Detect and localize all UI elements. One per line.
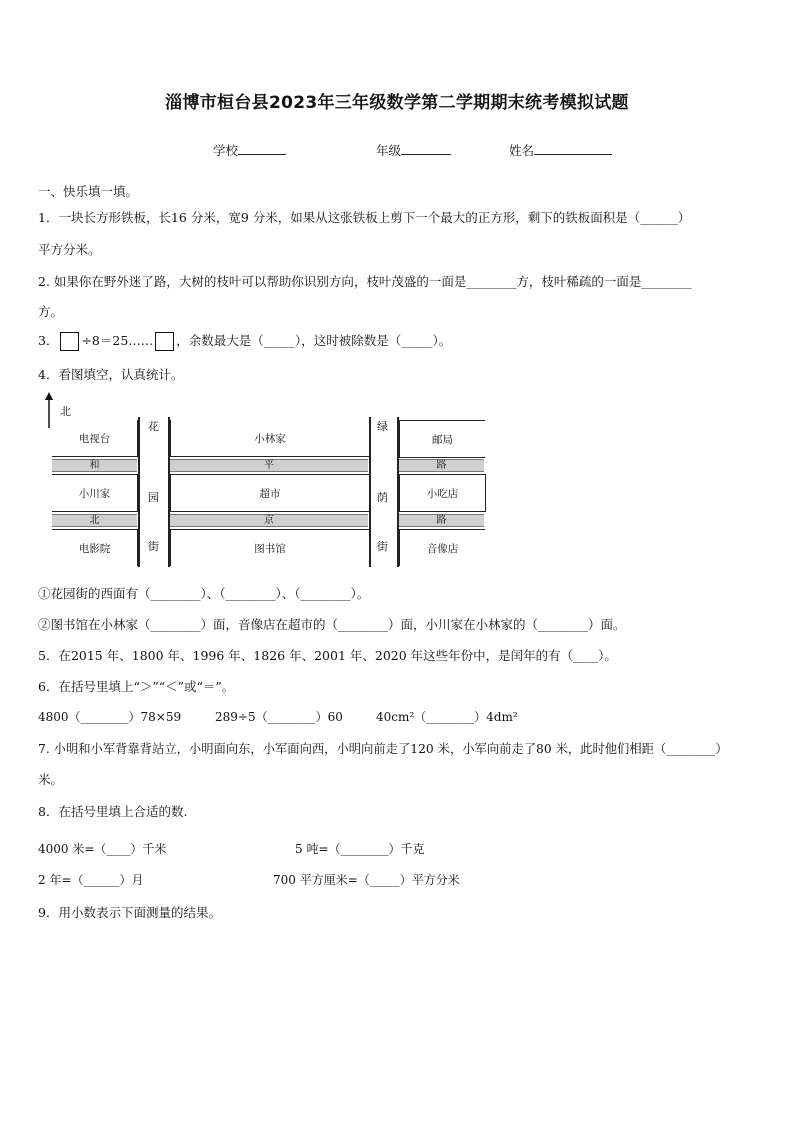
question-7-line-1: 7. 小明和小军背靠背站立，小明面向东，小军面向西，小明向前走了120 米，小军向前走了80 米，此时他们相距（________） bbox=[38, 742, 728, 756]
block-xiaochuanjia: 小川家 bbox=[52, 474, 138, 512]
block-chaoshi: 超市 bbox=[170, 474, 370, 512]
question-3-rest: ，余数最大是（_____），这时被除数是（_____）。 bbox=[176, 333, 452, 348]
school-field bbox=[213, 141, 286, 159]
road-label-lu-2: 路 bbox=[399, 514, 484, 527]
question-2-line-1: 2. 如果你在野外迷了路，大树的枝叶可以帮助你识别方向，枝叶茂盛的一面是________方，枝叶稀疏的一面是________ bbox=[38, 274, 692, 289]
question-6: 6．在括号里填上“＞”“＜”或“＝”。 bbox=[38, 679, 235, 694]
question-2-line-2: 方。 bbox=[38, 304, 64, 319]
huayuan-street-west-edge bbox=[138, 417, 140, 567]
question-3-expression: ÷8＝25…… bbox=[81, 333, 154, 348]
street-char-hua: 花 bbox=[148, 420, 159, 433]
grade-blank[interactable] bbox=[401, 142, 451, 155]
street-char-yuan: 园 bbox=[148, 491, 159, 504]
school-label: 学校 bbox=[213, 143, 239, 158]
question-1-line-2: 平方分米。 bbox=[38, 242, 101, 257]
section-heading: 一、快乐填一填。 bbox=[38, 184, 139, 199]
name-field bbox=[509, 141, 612, 159]
block-dianyingyuan: 电影院 bbox=[52, 529, 138, 566]
name-label: 姓名 bbox=[509, 143, 535, 158]
north-label: 北 bbox=[60, 405, 71, 418]
block-dianshitai: 电视台 bbox=[52, 420, 138, 457]
street-char-yin: 荫 bbox=[377, 491, 388, 504]
question-7-line-2: 米。 bbox=[38, 772, 64, 787]
grade-field bbox=[376, 141, 451, 159]
question-8-item-2: 5 吨=（________）千克 bbox=[295, 842, 425, 856]
question-4-part-1: ①花园街的西面有（________）、（________）、（________）。 bbox=[38, 586, 370, 601]
block-tushuguan: 图书馆 bbox=[170, 529, 370, 566]
question-6-item-1: 4800（________）78×59 bbox=[38, 710, 182, 724]
question-4: 4．看图填空，认真统计。 bbox=[38, 367, 184, 382]
page-title: 淄博市桓台县2023年三年级数学第二学期期末统考模拟试题 bbox=[165, 93, 629, 113]
school-blank[interactable] bbox=[238, 142, 286, 155]
question-1-line-1: 1．一块长方形铁板，长16 分米，宽9 分米，如果从这张铁板上剪下一个最大的正方形，剩下的铁板面积是（______） bbox=[38, 210, 691, 225]
road-label-bei: 北 bbox=[52, 514, 137, 527]
road-label-lu-1: 路 bbox=[399, 459, 484, 472]
road-label-ping: 平 bbox=[170, 459, 368, 472]
street-map bbox=[40, 392, 490, 572]
block-xiaolinjia: 小林家 bbox=[170, 420, 370, 457]
question-8-item-4: 700 平方厘米=（_____）平方分米 bbox=[273, 873, 460, 887]
question-6-item-3: 40cm²（________）4dm² bbox=[376, 710, 518, 724]
street-char-lv: 绿 bbox=[377, 420, 388, 433]
block-yinxiangdian: 音像店 bbox=[399, 529, 485, 566]
name-blank[interactable] bbox=[534, 142, 612, 155]
street-char-jie-2: 街 bbox=[377, 540, 388, 553]
question-4-part-2: ②图书馆在小林家（________）面，音像店在超市的（________）面，小川家在小林家的（________）面。 bbox=[38, 617, 626, 632]
question-3 bbox=[38, 331, 451, 351]
block-youju: 邮局 bbox=[399, 420, 485, 458]
question-6-item-2: 289÷5（________）60 bbox=[215, 710, 343, 724]
road-label-he: 和 bbox=[52, 459, 137, 472]
street-char-jie-1: 街 bbox=[148, 540, 159, 553]
question-8-item-1: 4000 米=（____）千米 bbox=[38, 842, 167, 856]
question-8-item-3: 2 年=（______）月 bbox=[38, 873, 144, 887]
question-8: 8．在括号里填上合适的数. bbox=[38, 804, 188, 819]
remainder-box[interactable] bbox=[155, 332, 174, 351]
question-3-number: 3． bbox=[38, 333, 59, 348]
dividend-box[interactable] bbox=[60, 332, 79, 351]
grade-label: 年级 bbox=[376, 143, 402, 158]
block-xiaochidian: 小吃店 bbox=[399, 474, 486, 512]
road-label-jing: 京 bbox=[170, 514, 368, 527]
question-9: 9．用小数表示下面测量的结果。 bbox=[38, 905, 221, 920]
question-5: 5．在2015 年、1800 年、1996 年、1826 年、2001 年、2020 年这些年份中，是闰年的有（____）。 bbox=[38, 648, 617, 663]
